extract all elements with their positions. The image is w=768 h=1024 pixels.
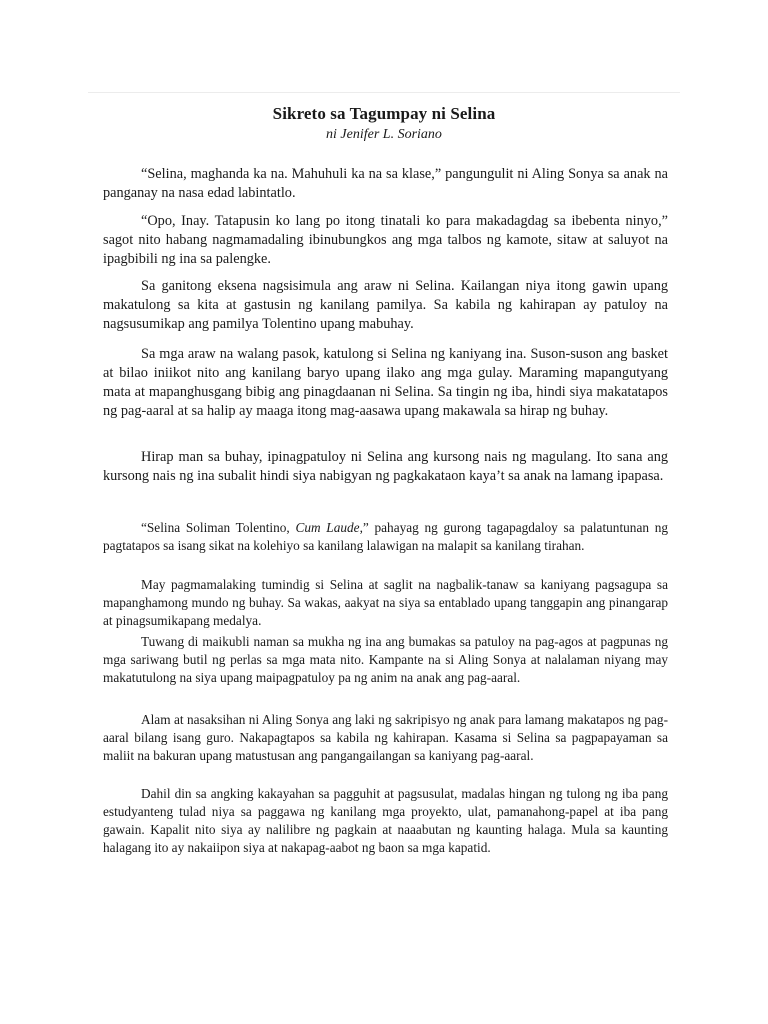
paragraph-8-text: Tuwang di maikubli naman sa mukha ng ina ang bumakas sa patuloy na pag-agos at pagpunas ng mga sariwang butil ng perlas sa mga mata nito. Kampante na si Aling Sonya at nalalaman niyang may makatutulong na siya upang maipagpatuloy pa ng anim na anak ang pag-aaral. — [103, 634, 668, 685]
paragraph-10 — [103, 785, 668, 857]
paragraph-8 — [103, 633, 668, 687]
paragraph-6-honor: Cum Laude — [295, 520, 360, 535]
paragraph-3 — [103, 277, 668, 334]
paragraph-2-text: “Opo, Inay. Tatapusin ko lang po itong tinatali ko para makadagdag sa ibebenta ninyo,” sagot nito habang nagmamadaling ibinubungkos ang mga talbos ng kamote, sitaw at saluyot na ipagbibili ng ina sa palengke. — [103, 213, 668, 267]
paragraph-9 — [103, 711, 668, 765]
paragraph-5-text: Hirap man sa buhay, ipinagpatuloy ni Selina ang kursong nais ng magulang. Ito sana ang kursong nais ng ina subalit hindi siya nabigyan ng pagkakataon kaya’t sa anak na lamang ipapasa. — [103, 449, 668, 484]
page-top-divider — [88, 92, 680, 93]
paragraph-1-text: “Selina, maghanda ka na. Mahuhuli ka na sa klase,” pangungulit ni Aling Sonya sa anak na panganay na nasa edad labintatlo. — [103, 166, 668, 201]
paragraph-5 — [103, 448, 668, 486]
paragraph-10-text: Dahil din sa angking kakayahan sa pagguhit at pagsusulat, madalas hingan ng tulong ng iba pang estudyanteng tulad niya sa paggawa ng kanilang mga proyekto, ulat, pamanahong-papel at iba pang gawain. Kapalit nito siya ay nalilibre ng pagkain at naaabutan ng kaunting halaga. Mula sa kaunting halagang ito ay nakaiipon siya at nakapag-aabot ng baon sa mga kapatid. — [103, 786, 668, 855]
paragraph-4-text: Sa mga araw na walang pasok, katulong si Selina ng kaniyang ina. Suson-suson ang basket at bilao iniikot nito ang kanilang baryo upang ilako ang mga gulay. Maraming mapangutyang mata at mapanghusgang bibig ang pinagdaanan ni Selina. Sa tingin ng iba, hindi siya makatatapos ng pag-aaral at sa halip ay maaga itong mag-aasawa upang makawala sa hirap ng buhay. — [103, 346, 668, 419]
paragraph-6 — [103, 519, 668, 555]
paragraph-9-text: Alam at nasaksihan ni Aling Sonya ang laki ng sakripisyo ng anak para lamang makatapos ng pag-aaral bilang isang guro. Nakapagtapos sa kabila ng kahirapan. Kasama si Selina sa pagpapayaman sa maliit na bakuran upang matustusan ang pangangailangan sa kaniyang pag-aaral. — [103, 712, 668, 763]
paragraph-4 — [103, 345, 668, 421]
paragraph-1 — [103, 165, 668, 203]
paragraph-7-text: May pagmamalaking tumindig si Selina at saglit na nagbalik-tanaw sa kaniyang pagsagupa sa mapanghamong mundo ng buhay. Sa wakas, aakyat na siya sa entablado upang tanggapin ang pinangarap at pinagsumikapang medalya. — [103, 577, 668, 628]
paragraph-3-text: Sa ganitong eksena nagsisimula ang araw ni Selina. Kailangan niya itong gawin upang makatulong sa kita at gastusin ng kanilang pamilya. Sa kabila ng kahirapan ay patuloy na nagsusumikap ang pamilya Tolentino upang mabuhay. — [103, 278, 668, 332]
paragraph-2 — [103, 212, 668, 269]
story-author: ni Jenifer L. Soriano — [326, 127, 442, 142]
paragraph-6-quote-end: ,” pahayag ng gurong tagapagdaloy sa palatuntunan ng pagtatapos sa isang sikat na kolehiyo sa kanilang lalawigan na malapit sa kanilang tirahan. — [103, 520, 669, 553]
story-title: Sikreto sa Tagumpay ni Selina — [272, 104, 496, 123]
paragraph-6-quote-start: “Selina Soliman Tolentino, — [141, 520, 296, 535]
paragraph-7 — [103, 576, 668, 630]
